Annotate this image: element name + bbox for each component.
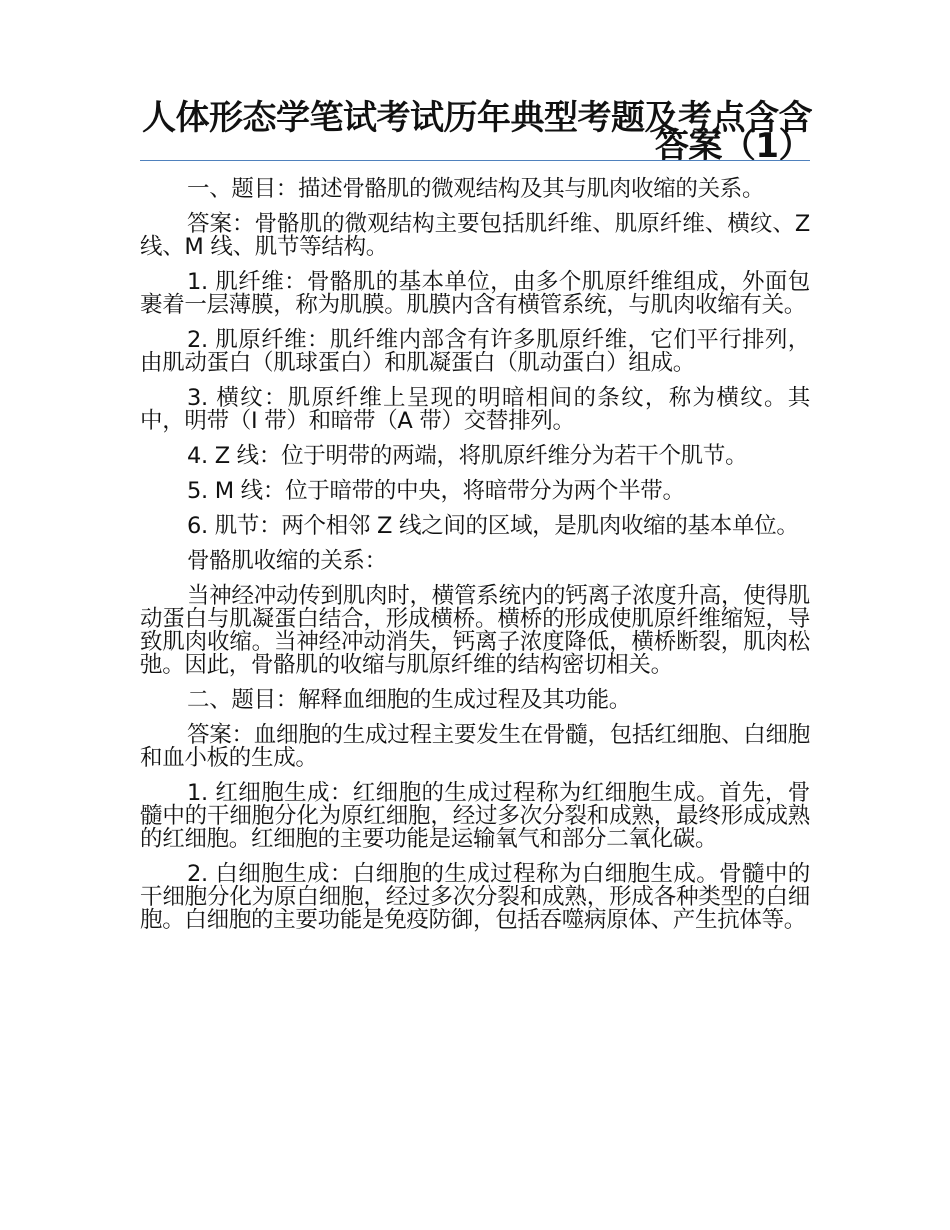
contraction-heading: 骨骼肌收缩的关系： xyxy=(187,548,387,574)
question-2-heading: 二、题目：解释血细胞的生成过程及其功能。 xyxy=(187,687,632,713)
answer-1-item-sarcomere: 6. 肌节：两个相邻 Z 线之间的区域，是肌肉收缩的基本单位。 xyxy=(187,513,799,539)
answer-2-item-white-cells: 2. 白细胞生成：白细胞的生成过程称为白细胞生成。骨髓中的干细胞分化为原白细胞，经过多次分裂和成熟，形成各种类型的白细胞。白细胞的主要功能是免疫防御，包括吞噬病原体、产生抗体等。 xyxy=(140,861,810,933)
answer-2-item-red-cells: 1. 红细胞生成：红细胞的生成过程称为红细胞生成。首先，骨髓中的干细胞分化为原红细胞，经过多次分裂和成熟，最终形成成熟的红细胞。红细胞的主要功能是运输氧气和部分二氧化碳。 xyxy=(140,780,810,852)
document-body xyxy=(140,178,810,944)
answer-1-item-z-line: 4. Z 线：位于明带的两端，将肌原纤维分为若干个肌节。 xyxy=(187,443,748,469)
contraction-explanation: 当神经冲动传到肌肉时，横管系统内的钙离子浓度升高，使得肌动蛋白与肌凝蛋白结合，形成横桥。横桥的形成使肌原纤维缩短，导致肌肉收缩。当神经冲动消失，钙离子浓度降低，横桥断裂，肌肉松弛。因此，骨骼肌的收缩与肌原纤维的结构密切相关。 xyxy=(140,583,810,678)
answer-1-intro: 答案：骨骼肌的微观结构主要包括肌纤维、肌原纤维、横纹、Z 线、M 线、肌节等结构。 xyxy=(140,211,810,260)
answer-1-item-striation: 3. 横纹：肌原纤维上呈现的明暗相间的条纹，称为横纹。其中，明带（I 带）和暗带（A 带）交替排列。 xyxy=(140,385,810,434)
answer-1-item-m-line: 5. M 线：位于暗带的中央，将暗带分为两个半带。 xyxy=(187,478,685,504)
document-title: 人体形态学笔试考试历年典型考题及考点含含答案（1） xyxy=(142,98,812,166)
question-1-heading: 一、题目：描述骨骼肌的微观结构及其与肌肉收缩的关系。 xyxy=(187,176,765,202)
answer-1-item-muscle-fiber: 1. 肌纤维：骨骼肌的基本单位，由多个肌原纤维组成，外面包裹着一层薄膜，称为肌膜。肌膜内含有横管系统，与肌肉收缩有关。 xyxy=(140,269,810,318)
answer-2-intro: 答案：血细胞的生成过程主要发生在骨髓，包括红细胞、白细胞和血小板的生成。 xyxy=(140,722,810,771)
title-divider xyxy=(140,160,810,161)
answer-1-item-myofibril: 2. 肌原纤维：肌纤维内部含有许多肌原纤维，它们平行排列，由肌动蛋白（肌球蛋白）和肌凝蛋白（肌动蛋白）组成。 xyxy=(140,327,810,376)
